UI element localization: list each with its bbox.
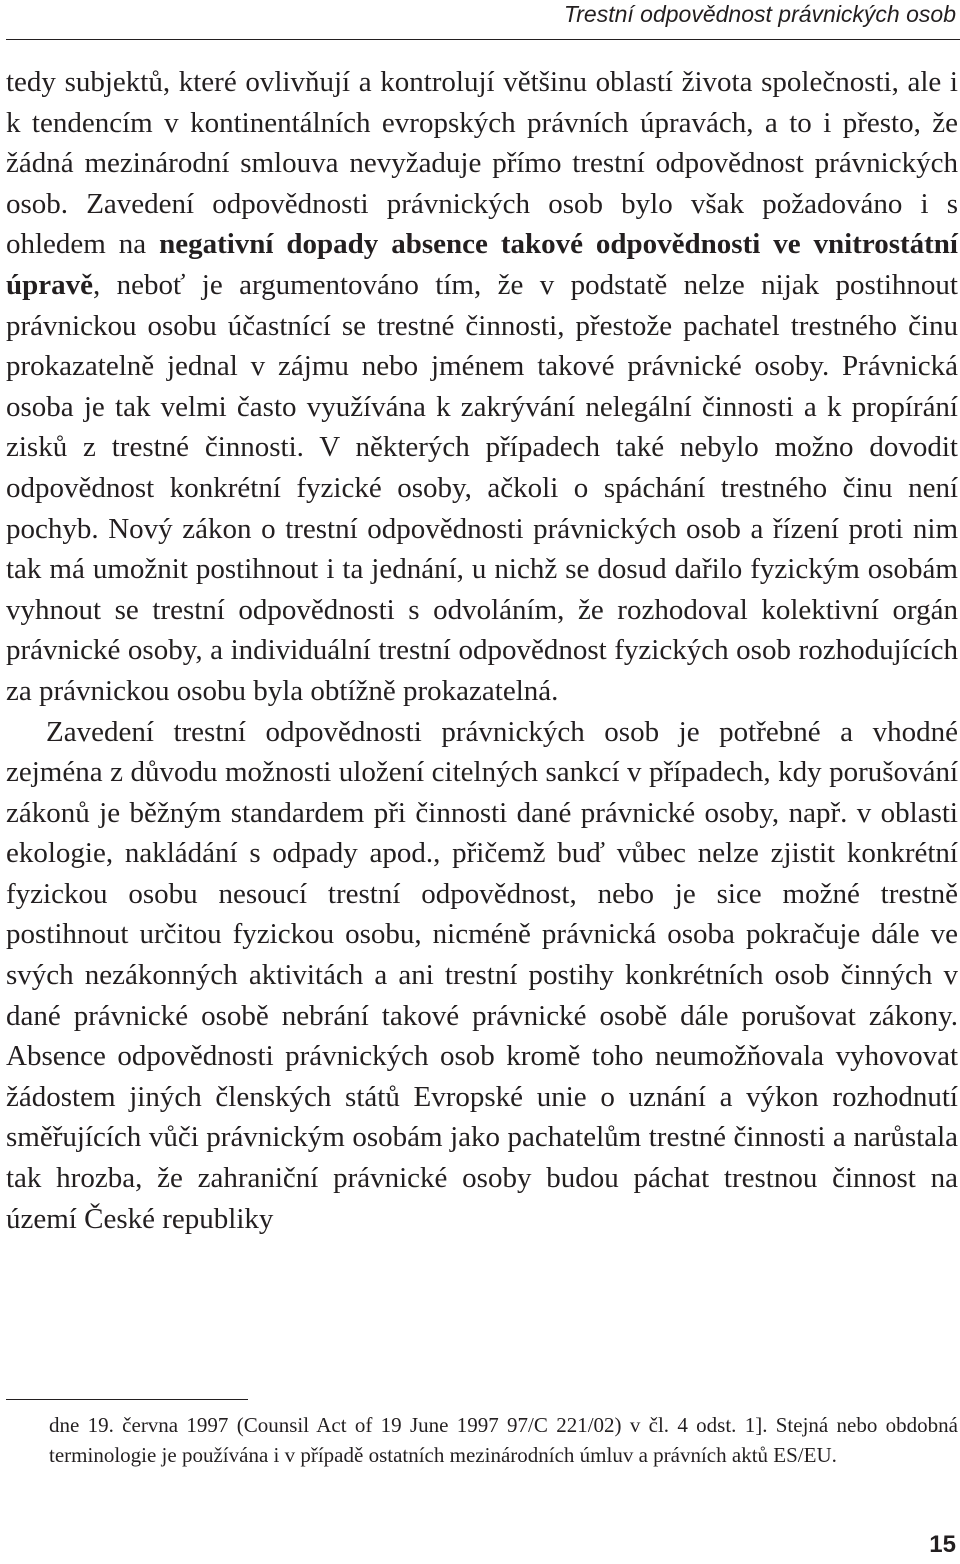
footnote: dne 19. června 1997 (Counsil Act of 19 June 1997 97/C 221/02) v čl. 4 odst. 1]. Stejná nebo obdobná terminologie je používána i v případě ostatních mezinárodních úmluv a právních aktů ES/EU. [49, 1413, 958, 1467]
paragraph-1-text-b: , neboť je argumentováno tím, že v podstatě nelze nijak postihnout právnickou osobu účastnící se trestné činnosti, přestože pachatel trestného činu prokazatelně jednal v zájmu nebo jménem takové právnické osoby. Právnická osoba je tak velmi často využívána k zakrývání nelegální činnosti a k propírání zisků z trestné činnosti. V některých případech také nebylo možno dovodit odpovědnost konkrétní fyzické osoby, ačkoli o spáchání trestného činu není pochyb. Nový zákon o trestní odpovědnosti právnických osob a řízení proti nim tak má umožnit postihnout i ta jednání, u nichž se dosud dařilo fyzickým osobám vyhnout se trestní odpovědnosti s odvoláním, že rozhodoval kolektivní orgán právnické osoby, a individuální trestní odpovědnost fyzických osob rozhodujících za právnickou osobu byla obtížně prokazatelná. [6, 268, 958, 707]
running-title: Trestní odpovědnost právnických osob [563, 1, 956, 27]
page-number: 15 [929, 1531, 956, 1558]
paragraph-1-text-a: tedy subjektů, které ovlivňují a kontrolují většinu oblastí života společnosti, ale i k tendencím v kontinentálních evropských právních úpravách, a to i přesto, že žádná mezinárodní smlouva nevyžaduje přímo trestní odpovědnost právnických osob. Zavedení odpovědnosti právnických osob bylo však požadováno i s ohledem na [6, 66, 958, 261]
paragraph-1-bold-phrase: negativní dopady absence takové odpovědnosti ve vnitrostátní úpravě [6, 228, 958, 301]
running-header [6, 0, 960, 40]
paragraph-2: Zavedení trestní odpovědnosti právnických osob je potřebné a vhodné zejména z důvodu možnosti uložení citelných sankcí v případech, kdy porušování zákonů je běžným standardem při činnosti dané právnické osoby, např. v oblasti ekologie, nakládání s odpady apod., přičemž buď vůbec nelze zjistit konkrétní fyzickou osobu nesoucí trestní odpovědnost, nebo je sice možné trestně postihnout určitou fyzickou osobu, nicméně právnická osoba pokračuje dále ve svých nezákonných aktivitách a ani trestní postihy konkrétních osob činných v dané právnické osobě nebrání takové právnické osobě dále porušovat zákony. Absence odpovědnosti právnických osob kromě toho neumožňovala vyhovovat žádostem jiných členských států Evropské unie o uznání a výkon rozhodnutí směřujících vůči právnickým osobám jako pachatelům trestné činnosti a narůstala tak hrozba, že zahraniční právnické osoby budou páchat trestnou činnost na území České republiky [6, 715, 958, 1235]
main-text [6, 62, 958, 1239]
paragraph-1 [6, 62, 958, 712]
footnote-divider [6, 1399, 248, 1400]
